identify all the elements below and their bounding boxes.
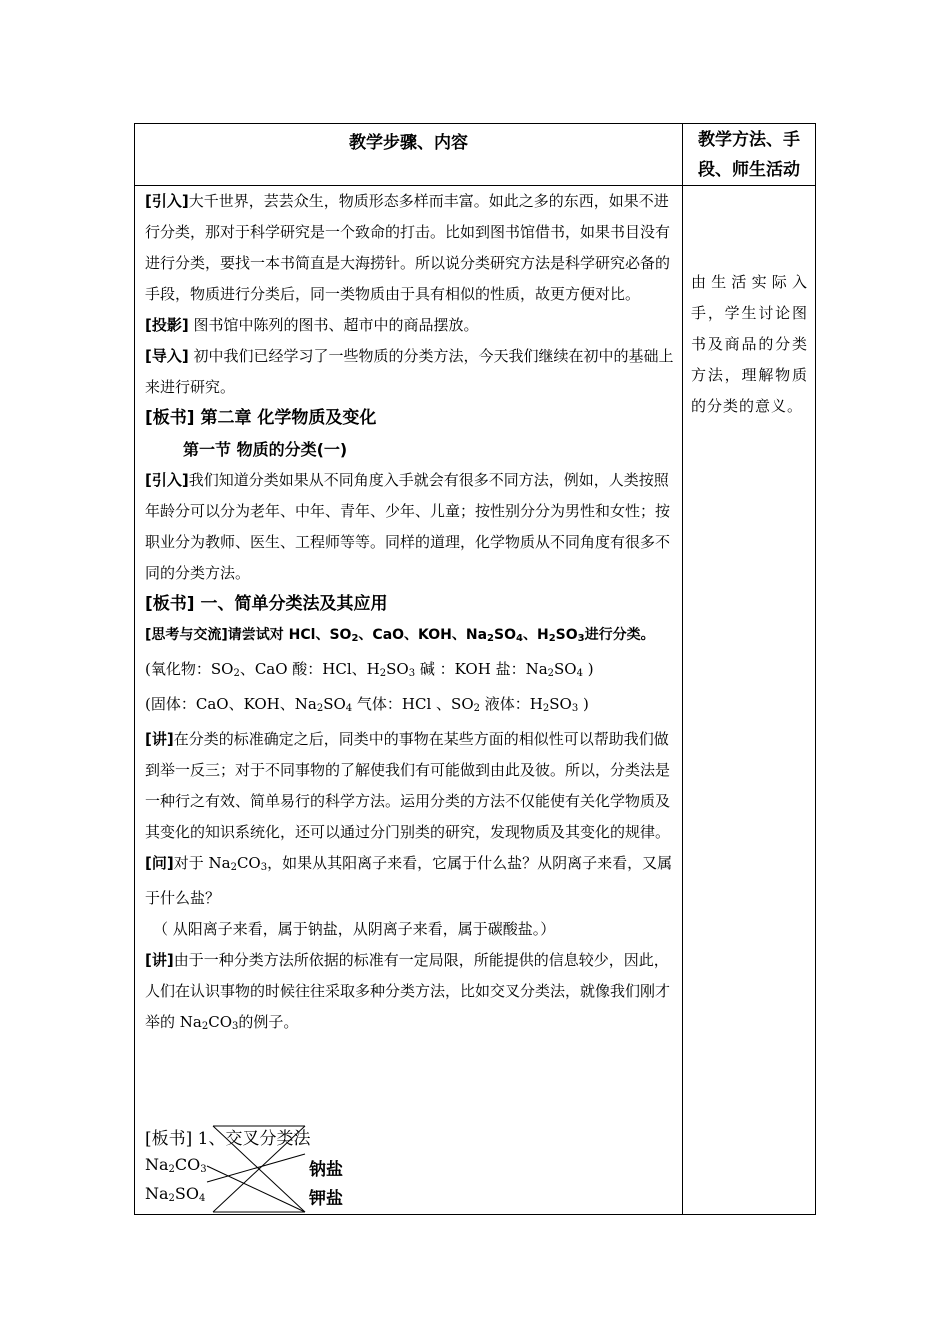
projection-text: 图书馆中陈列的图书、超市中的商品摆放。 bbox=[193, 316, 479, 334]
class2-a: (固体：CaO、KOH、Na bbox=[145, 695, 317, 713]
think-tag: [思考与交流] bbox=[145, 627, 228, 643]
board-simple-classification: [板书] 一、简单分类法及其应用 bbox=[145, 594, 388, 614]
lead-in-paragraph bbox=[145, 341, 675, 403]
class1-b: 、CaO 酸：HCl、H bbox=[239, 660, 380, 678]
left1-a: Na bbox=[145, 1155, 169, 1174]
class2-e: SO bbox=[549, 695, 572, 713]
class2-d: 液体：H bbox=[480, 695, 543, 713]
header-steps-content: 教学步骤、内容 bbox=[349, 133, 468, 153]
class1-a: (氧化物：SO bbox=[145, 660, 234, 678]
sub: 2 bbox=[548, 633, 556, 644]
cross-title bbox=[145, 1124, 310, 1149]
question-paragraph bbox=[145, 848, 675, 914]
sub: 4 bbox=[345, 703, 353, 714]
talk2-text-a: 由于一种分类方法所依据的标准有一定局限，所能提供的信息较少，因此，人们在认识事物的时候往往采取多种分类方法，比如交叉分类法，就像我们刚才举的 Na bbox=[145, 951, 671, 1031]
sub: 2 bbox=[487, 633, 495, 644]
sub: 4 bbox=[199, 1193, 206, 1204]
intro-paragraph bbox=[145, 186, 675, 310]
think-text-d: 、H bbox=[522, 627, 549, 643]
sub: 2 bbox=[379, 668, 387, 679]
left2-b: SO bbox=[174, 1184, 199, 1203]
sub: 2 bbox=[542, 703, 550, 714]
classification-by-state bbox=[145, 689, 675, 724]
sub: 2 bbox=[351, 633, 359, 644]
projection-paragraph bbox=[145, 310, 675, 341]
lesson-table bbox=[134, 123, 816, 1215]
sub: 3 bbox=[571, 703, 579, 714]
sub: 3 bbox=[260, 862, 268, 873]
think-text-f: 进行分类。 bbox=[584, 627, 655, 643]
lead-in-tag: [导入] bbox=[145, 347, 189, 365]
sub: 2 bbox=[168, 1164, 175, 1175]
think-text-e: SO bbox=[555, 627, 578, 643]
intro2-tag: [引入] bbox=[145, 471, 189, 489]
cross-left-1 bbox=[145, 1155, 207, 1175]
header-methods bbox=[683, 124, 815, 185]
sub: 2 bbox=[168, 1193, 175, 1204]
think-text-b: 、CaO、KOH、Na bbox=[358, 627, 488, 643]
talk2-paragraph bbox=[145, 945, 675, 1042]
left2-a: Na bbox=[145, 1184, 169, 1203]
class2-b: SO bbox=[323, 695, 346, 713]
classification-by-type bbox=[145, 654, 675, 689]
header-methods-line1: 教学方法、手 bbox=[698, 130, 800, 150]
talk2-tag: [讲] bbox=[145, 951, 174, 969]
question-text-c: ，如果从其阳离子来看，它属于什么盐？从阴离子来看，又属于什么盐？ bbox=[145, 854, 673, 907]
main-content bbox=[145, 186, 675, 1042]
talk2-text-c: 的例子。 bbox=[238, 1013, 299, 1031]
talk1-tag: [讲] bbox=[145, 730, 174, 748]
talk2-text-b: CO bbox=[208, 1013, 232, 1031]
sub: 3 bbox=[232, 1021, 239, 1032]
answer-paragraph: （ 从阳离子来看，属于钠盐，从阴离子来看，属于碳酸盐。） bbox=[153, 920, 556, 938]
sub: 4 bbox=[516, 633, 523, 644]
question-tag: [问] bbox=[145, 854, 174, 872]
class1-e: SO bbox=[554, 660, 577, 678]
class1-f: ) bbox=[582, 660, 594, 678]
class2-f: ) bbox=[578, 695, 589, 713]
class1-d: 碱 ：KOH 盐：Na bbox=[415, 660, 548, 678]
column-divider bbox=[682, 124, 683, 1214]
question-text-a: 对于 Na bbox=[173, 854, 231, 872]
cross-right-2: 钾盐 bbox=[309, 1189, 343, 1209]
class1-c: SO bbox=[386, 660, 409, 678]
sub: 4 bbox=[576, 668, 583, 679]
sub: 3 bbox=[577, 633, 585, 644]
intro-tag: [引入] bbox=[145, 192, 189, 210]
section-title: 第一节 物质的分类(一) bbox=[183, 440, 348, 459]
cross-left-2 bbox=[145, 1184, 205, 1204]
sub: 3 bbox=[408, 668, 416, 679]
sub: 3 bbox=[200, 1164, 207, 1175]
sub: 2 bbox=[230, 862, 237, 873]
board-chapter: [板书] 第二章 化学物质及变化 bbox=[145, 408, 377, 428]
method-note: 由生活实际入手，学生讨论图书及商品的分类方法，理解物质的分类的意义。 bbox=[691, 273, 808, 415]
class2-c: 气体：HCl 、SO bbox=[352, 695, 474, 713]
header-methods-line2: 段、师生活动 bbox=[698, 160, 800, 180]
think-paragraph bbox=[145, 620, 675, 654]
intro2-paragraph bbox=[145, 465, 675, 589]
cross-title-text: [板书] 1、交叉分类法 bbox=[145, 1129, 311, 1149]
sub: 2 bbox=[316, 703, 324, 714]
lead-in-text: 初中我们已经学习了一些物质的分类方法，今天我们继续在初中的基础上来进行研究。 bbox=[145, 347, 674, 396]
left1-b: CO bbox=[174, 1155, 201, 1174]
sub: 2 bbox=[233, 668, 240, 679]
think-text-a: 请尝试对 HCl、SO bbox=[227, 627, 352, 643]
intro2-text: 我们知道分类如果从不同角度入手就会有很多不同方法，例如，人类按照年龄分可以分为老年、中年、青年、少年、儿童；按性别分分为男性和女性；按职业分为教师、医生、工程师等等。同样的道理，化学物质从不同角度有很多不同的分类方法。 bbox=[145, 471, 671, 582]
question-text-b: CO bbox=[236, 854, 261, 872]
cross-classification-diagram bbox=[145, 1124, 405, 1214]
projection-tag: [投影] bbox=[145, 316, 189, 334]
sub: 2 bbox=[547, 668, 555, 679]
sub: 2 bbox=[473, 703, 480, 714]
cross-right-1: 钠盐 bbox=[309, 1160, 343, 1180]
intro-text: 大千世界，芸芸众生，物质形态多样而丰富。如此之多的东西，如果不进行分类，那对于科学研究是一个致命的打击。比如到图书馆借书，如果书目没有进行分类，要找一本书简直是大海捞针。所以说分类研究方法是科学研究必备的手段，物质进行分类后，同一类物质由于具有相似的性质，故更方便对比。 bbox=[145, 192, 671, 303]
think-text-c: SO bbox=[494, 627, 516, 643]
talk1-paragraph bbox=[145, 724, 675, 848]
talk1-text: 在分类的标准确定之后，同类中的事物在某些方面的相似性可以帮助我们做到举一反三；对于不同事物的了解使我们有可能做到由此及彼。所以，分类法是一种行之有效、简单易行的科学方法。运用分类的方法不仅能使有关化学物质及其变化的知识系统化，还可以通过分门别类的研究，发现物质及其变化的规律。 bbox=[145, 730, 671, 841]
sub: 2 bbox=[201, 1021, 209, 1032]
